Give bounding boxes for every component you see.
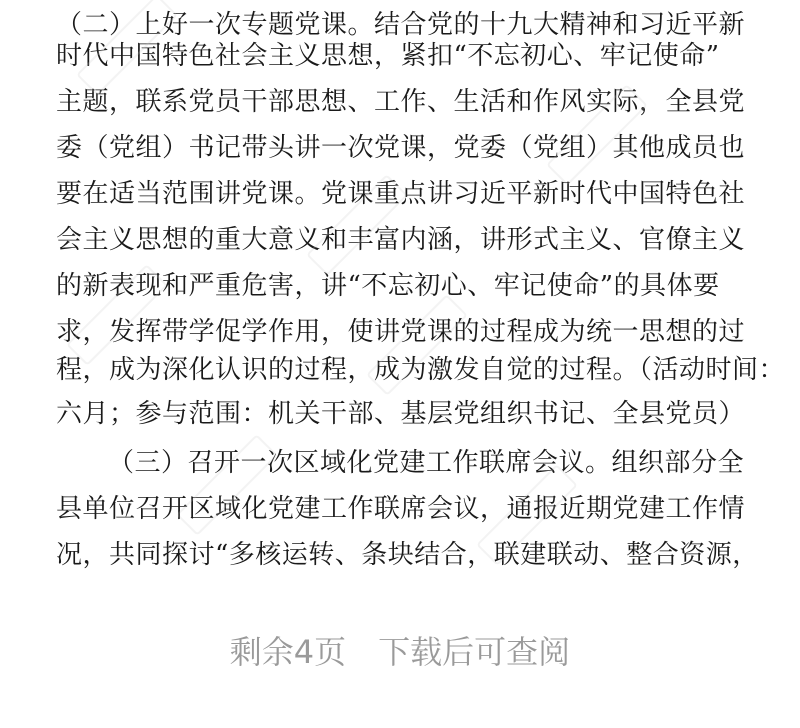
paragraph-line: 委（党组）书记带头讲一次党课，党委（党组）其他成员也: [56, 133, 746, 163]
paragraph-line: （三）召开一次区域化党建工作联席会议。组织部分全: [108, 448, 745, 478]
paragraph-line: 况，共同探讨“多核运转、条块结合，联建联动、整合资源，: [56, 540, 759, 570]
download-hint-label: 下载后可查阅: [378, 633, 571, 671]
paragraph-line: 会主义思想的重大意义和丰富内涵，讲形式主义、官僚主义: [56, 225, 746, 255]
remaining-pages-label: 剩余4页: [229, 633, 347, 671]
paragraph-line: （二）上好一次专题党课。结合党的十九大精神和习近平新: [56, 10, 746, 40]
paragraph-line: 县单位召开区域化党建工作联席会议，通报近期党建工作情: [56, 494, 746, 524]
paragraph-line: 主题，联系党员干部思想、工作、生活和作风实际，全县党: [56, 87, 746, 117]
download-to-view-more-button[interactable]: [0, 620, 800, 684]
paragraph-line: 六月；参与范围：机关干部、基层党组织书记、全县党员）: [56, 399, 746, 429]
paragraph-line: 要在适当范围讲党课。党课重点讲习近平新时代中国特色社: [56, 179, 746, 209]
paragraph-line: 时代中国特色社会主义思想，紧扣“不忘初心、牢记使命”: [56, 41, 720, 71]
paragraph-line: 求，发挥带学促学作用，使讲党课的过程成为统一思想的过: [56, 317, 746, 347]
paragraph-line: 程，成为深化认识的过程，成为激发自觉的过程。（活动时间：: [56, 355, 786, 385]
paragraph-line: 的新表现和严重危害，讲“不忘初心、牢记使命”的具体要: [56, 271, 720, 301]
